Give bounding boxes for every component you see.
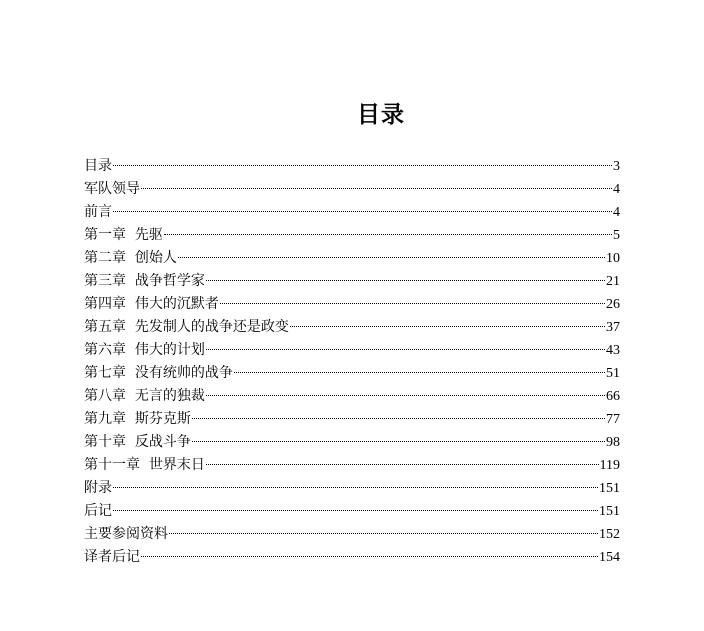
dot-leader (141, 556, 598, 557)
toc-entry-label: 第十章 反战斗争 (84, 434, 191, 450)
toc-entry[interactable] (84, 431, 620, 454)
toc-page-number: 51 (606, 366, 620, 381)
toc-entry[interactable] (84, 339, 620, 362)
toc-page-number: 119 (599, 458, 620, 473)
toc-entry[interactable] (84, 500, 620, 523)
toc-entry[interactable] (84, 454, 620, 477)
toc-entry-label: 第一章 先驱 (84, 227, 163, 243)
dot-leader (206, 280, 605, 281)
toc-entry-label: 第八章 无言的独裁 (84, 388, 205, 404)
toc-page-number: 10 (606, 251, 620, 266)
toc-page-number: 5 (613, 228, 620, 243)
toc-entry[interactable] (84, 546, 620, 569)
toc-page-number: 98 (606, 435, 620, 450)
dot-leader (113, 510, 598, 511)
toc-page-number: 151 (599, 481, 620, 496)
dot-leader (113, 487, 598, 488)
toc-page-number: 152 (599, 527, 620, 542)
dot-leader (234, 372, 605, 373)
toc-entry-label: 目录 (84, 158, 112, 174)
dot-leader (206, 395, 605, 396)
toc-entry[interactable] (84, 408, 620, 431)
toc-page-number: 4 (613, 205, 620, 220)
toc-entry[interactable] (84, 201, 620, 224)
dot-leader (164, 234, 612, 235)
toc-page-number: 66 (606, 389, 620, 404)
dot-leader (220, 303, 605, 304)
toc-entry-label: 第四章 伟大的沉默者 (84, 296, 219, 312)
page-title: 目录 (357, 102, 405, 128)
toc-entry[interactable] (84, 316, 620, 339)
toc-entry-label: 前言 (84, 204, 112, 220)
toc-page-number: 151 (599, 504, 620, 519)
toc-entry[interactable] (84, 362, 620, 385)
toc-page-number: 77 (606, 412, 620, 427)
dot-leader (141, 188, 612, 189)
toc-page-number: 4 (613, 182, 620, 197)
toc-entry[interactable] (84, 270, 620, 293)
toc-entry[interactable] (84, 224, 620, 247)
toc-entry-label: 主要参阅资料 (84, 526, 168, 542)
dot-leader (169, 533, 598, 534)
toc-entry-label: 后记 (84, 503, 112, 519)
toc-entry[interactable] (84, 293, 620, 316)
dot-leader (178, 257, 605, 258)
toc-entry-label: 译者后记 (84, 549, 140, 565)
dot-leader (113, 165, 612, 166)
toc-page-number: 37 (606, 320, 620, 335)
dot-leader (206, 349, 605, 350)
toc-page-number: 43 (606, 343, 620, 358)
toc-entry-label: 第九章 斯芬克斯 (84, 411, 191, 427)
toc-page-number: 21 (606, 274, 620, 289)
toc-entry-label: 第六章 伟大的计划 (84, 342, 205, 358)
table-of-contents (84, 155, 620, 569)
dot-leader (290, 326, 605, 327)
dot-leader (192, 418, 605, 419)
toc-entry-label: 附录 (84, 480, 112, 496)
dot-leader (113, 211, 612, 212)
toc-entry[interactable] (84, 155, 620, 178)
toc-entry-label: 第十一章 世界末日 (84, 457, 205, 473)
toc-entry-label: 第七章 没有统帅的战争 (84, 365, 233, 381)
toc-page-number: 154 (599, 550, 620, 565)
toc-entry-label: 第五章 先发制人的战争还是政变 (84, 319, 289, 335)
toc-entry[interactable] (84, 385, 620, 408)
toc-page-number: 26 (606, 297, 620, 312)
toc-entry[interactable] (84, 523, 620, 546)
toc-entry[interactable] (84, 247, 620, 270)
toc-entry[interactable] (84, 178, 620, 201)
toc-entry-label: 第二章 创始人 (84, 250, 177, 266)
toc-entry-label: 军队领导 (84, 181, 140, 197)
toc-entry-label: 第三章 战争哲学家 (84, 273, 205, 289)
dot-leader (206, 464, 599, 465)
dot-leader (192, 441, 605, 442)
toc-page-number: 3 (613, 159, 620, 174)
toc-entry[interactable] (84, 477, 620, 500)
